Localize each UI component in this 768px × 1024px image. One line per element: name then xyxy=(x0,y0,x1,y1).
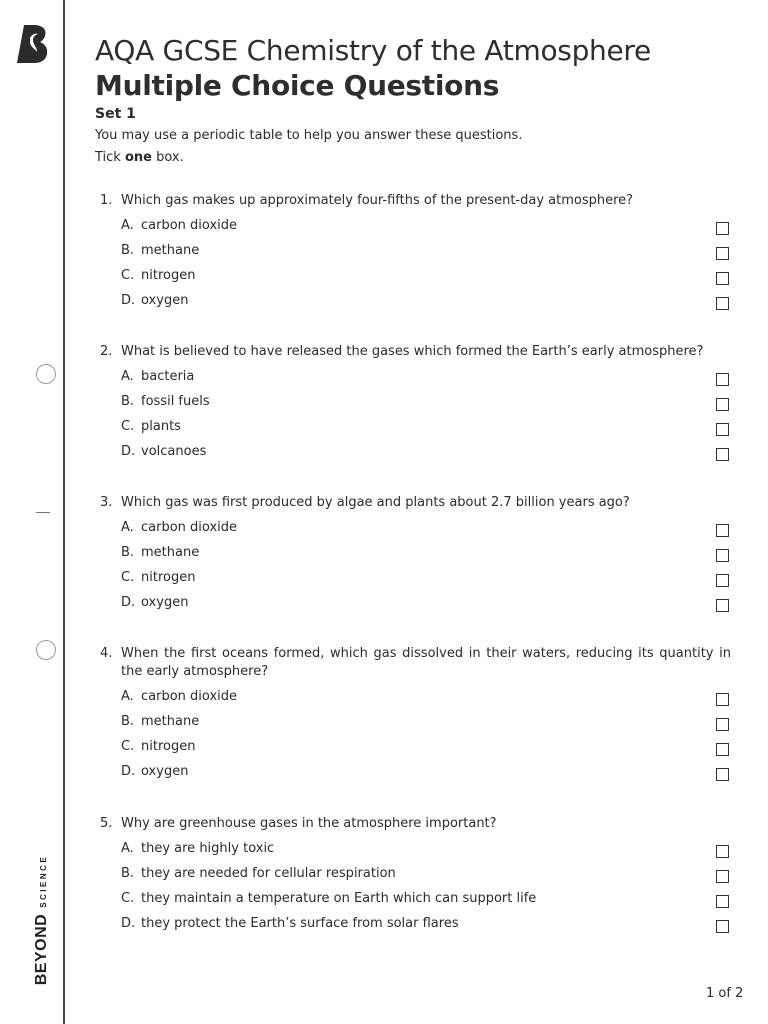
option-a xyxy=(95,688,731,713)
answer-checkbox[interactable] xyxy=(716,693,729,706)
set-label: Set 1 xyxy=(95,106,136,122)
page-title: AQA GCSE Chemistry of the Atmosphere xyxy=(95,34,651,67)
option-text: carbon dioxide xyxy=(141,689,238,704)
answer-checkbox[interactable] xyxy=(716,448,729,461)
option-text: plants xyxy=(141,419,181,434)
option-letter: C. xyxy=(121,419,135,434)
question-prompt: Which gas makes up approximately four-fifths of the present-day atmosphere? xyxy=(121,193,634,208)
question-prompt: Why are greenhouse gases in the atmosphere important? xyxy=(121,816,497,831)
instruction-tick xyxy=(95,150,184,165)
option-d xyxy=(95,443,731,468)
brand-sub-text: SCIENCE xyxy=(39,854,48,908)
option-a xyxy=(95,840,731,865)
question-prompt: What is believed to have released the gases which formed the Earth’s early atmosphere? xyxy=(121,344,704,359)
option-letter: A. xyxy=(121,689,134,704)
instruction-periodic-table: You may use a periodic table to help you answer these questions. xyxy=(95,128,523,143)
option-letter: B. xyxy=(121,394,135,409)
answer-checkbox[interactable] xyxy=(716,222,729,235)
option-text: oxygen xyxy=(141,293,189,308)
option-d xyxy=(95,292,731,317)
option-text: they are needed for cellular respiration xyxy=(141,866,396,881)
option-letter: D. xyxy=(121,444,136,459)
margin-line xyxy=(63,0,65,1024)
punch-hole-bottom xyxy=(36,640,56,660)
option-letter: B. xyxy=(121,866,135,881)
option-d xyxy=(95,594,731,619)
option-text: nitrogen xyxy=(141,570,196,585)
option-text: methane xyxy=(141,545,200,560)
question-text xyxy=(95,494,731,512)
answer-checkbox[interactable] xyxy=(716,870,729,883)
question-text xyxy=(95,815,731,833)
option-letter: D. xyxy=(121,293,136,308)
question-1 xyxy=(95,192,731,317)
brand-wordmark xyxy=(33,855,51,986)
answer-checkbox[interactable] xyxy=(716,845,729,858)
option-c xyxy=(95,738,731,763)
instruction-tick-prefix: Tick xyxy=(95,150,125,165)
option-text: oxygen xyxy=(141,764,189,779)
option-b xyxy=(95,713,731,738)
answer-checkbox[interactable] xyxy=(716,768,729,781)
option-a xyxy=(95,519,731,544)
question-number: 1. xyxy=(100,193,113,208)
option-text: nitrogen xyxy=(141,268,196,283)
answer-checkbox[interactable] xyxy=(716,743,729,756)
question-number: 2. xyxy=(100,344,113,359)
option-text: carbon dioxide xyxy=(141,520,238,535)
question-text xyxy=(95,192,731,210)
question-prompt: Which gas was first produced by algae and plants about 2.7 billion years ago? xyxy=(121,495,630,510)
answer-checkbox[interactable] xyxy=(716,524,729,537)
option-c xyxy=(95,418,731,443)
option-letter: C. xyxy=(121,570,135,585)
option-text: they are highly toxic xyxy=(141,841,275,856)
answer-checkbox[interactable] xyxy=(716,718,729,731)
option-letter: A. xyxy=(121,218,134,233)
punch-hole-top xyxy=(36,364,56,384)
answer-checkbox[interactable] xyxy=(716,423,729,436)
answer-checkbox[interactable] xyxy=(716,247,729,260)
page-number: 1 of 2 xyxy=(706,986,744,1001)
answer-checkbox[interactable] xyxy=(716,373,729,386)
option-letter: B. xyxy=(121,545,135,560)
option-letter: C. xyxy=(121,739,135,754)
answer-checkbox[interactable] xyxy=(716,272,729,285)
question-number: 5. xyxy=(100,816,113,831)
question-number: 4. xyxy=(100,646,113,661)
answer-checkbox[interactable] xyxy=(716,398,729,411)
answer-checkbox[interactable] xyxy=(716,574,729,587)
brand-main-text: BEYOND xyxy=(33,913,50,986)
option-letter: D. xyxy=(121,764,136,779)
option-b xyxy=(95,865,731,890)
option-letter: B. xyxy=(121,243,135,258)
option-c xyxy=(95,267,731,292)
question-2 xyxy=(95,343,731,468)
answer-checkbox[interactable] xyxy=(716,895,729,908)
option-letter: D. xyxy=(121,916,136,931)
option-text: they protect the Earth’s surface from solar flares xyxy=(141,916,459,931)
question-5 xyxy=(95,815,731,940)
beyond-science-logo xyxy=(16,24,50,64)
option-d xyxy=(95,915,731,940)
option-letter: A. xyxy=(121,841,134,856)
question-text xyxy=(95,343,731,361)
option-b xyxy=(95,544,731,569)
option-b xyxy=(95,242,731,267)
option-c xyxy=(95,569,731,594)
instruction-tick-bold: one xyxy=(124,150,152,165)
option-letter: B. xyxy=(121,714,135,729)
answer-checkbox[interactable] xyxy=(716,599,729,612)
option-d xyxy=(95,763,731,788)
option-letter: C. xyxy=(121,891,135,906)
option-text: methane xyxy=(141,714,200,729)
fold-mark xyxy=(36,512,50,513)
option-text: volcanoes xyxy=(141,444,207,459)
option-letter: A. xyxy=(121,369,134,384)
option-text: bacteria xyxy=(141,369,195,384)
answer-checkbox[interactable] xyxy=(716,549,729,562)
option-b xyxy=(95,393,731,418)
page-subtitle: Multiple Choice Questions xyxy=(95,69,500,102)
option-text: nitrogen xyxy=(141,739,196,754)
option-a xyxy=(95,217,731,242)
option-letter: D. xyxy=(121,595,136,610)
answer-checkbox[interactable] xyxy=(716,297,729,310)
option-text: they maintain a temperature on Earth which can support life xyxy=(141,891,537,906)
option-text: carbon dioxide xyxy=(141,218,238,233)
question-number: 3. xyxy=(100,495,113,510)
option-text: fossil fuels xyxy=(141,394,210,409)
option-a xyxy=(95,368,731,393)
question-prompt: When the first oceans formed, which gas dissolved in their waters, reducing its quantity in the early atmosphere? xyxy=(121,646,731,679)
question-4 xyxy=(95,645,731,788)
question-3 xyxy=(95,494,731,619)
option-letter: A. xyxy=(121,520,134,535)
question-text xyxy=(95,645,731,681)
option-text: methane xyxy=(141,243,200,258)
option-c xyxy=(95,890,731,915)
option-text: oxygen xyxy=(141,595,189,610)
option-letter: C. xyxy=(121,268,135,283)
instruction-tick-suffix: box. xyxy=(151,150,184,165)
answer-checkbox[interactable] xyxy=(716,920,729,933)
